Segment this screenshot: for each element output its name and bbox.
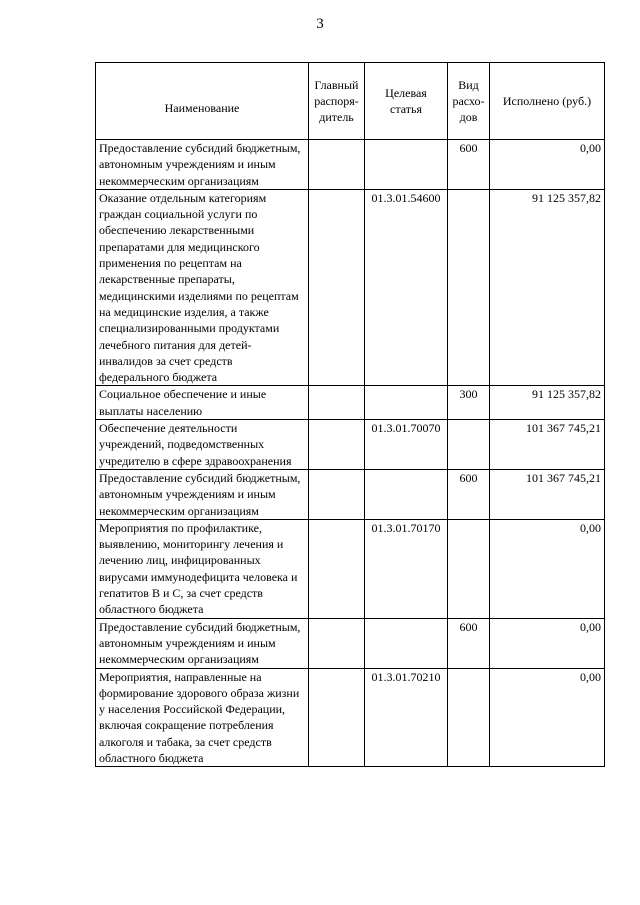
row-admin	[309, 469, 365, 519]
row-name: Обеспечение деятельности учреждений, подведомственных учредителю в сфере здравоохранения	[96, 420, 309, 470]
row-article	[365, 469, 448, 519]
row-type: 300	[448, 386, 490, 420]
row-type	[448, 668, 490, 767]
row-admin	[309, 519, 365, 618]
row-article	[365, 386, 448, 420]
table-row	[96, 668, 605, 767]
table-row	[96, 386, 605, 420]
table-row	[96, 420, 605, 470]
row-article: 01.3.01.54600	[365, 189, 448, 386]
row-admin	[309, 618, 365, 668]
row-amount: 0,00	[490, 618, 605, 668]
row-article	[365, 618, 448, 668]
row-admin	[309, 668, 365, 767]
row-name: Мероприятия по профилактике, выявлению, мониторингу лечения и лечению лиц, инфицированных вирусами иммунодефицита человека и гепатитов В и С, за счет средств областного бюджета	[96, 519, 309, 618]
row-amount: 91 125 357,82	[490, 386, 605, 420]
row-name: Предоставление субсидий бюджетным, автономным учреждениям и иным некоммерческим организациям	[96, 140, 309, 190]
table-row	[96, 189, 605, 386]
header-type: Вид расхо-дов	[448, 63, 490, 140]
header-name: Наименование	[96, 63, 309, 140]
row-type	[448, 519, 490, 618]
row-name: Предоставление субсидий бюджетным, автономным учреждениям и иным некоммерческим организациям	[96, 469, 309, 519]
row-article: 01.3.01.70210	[365, 668, 448, 767]
row-amount: 0,00	[490, 519, 605, 618]
header-amount: Исполнено (руб.)	[490, 63, 605, 140]
table-row	[96, 140, 605, 190]
row-type: 600	[448, 618, 490, 668]
row-admin	[309, 420, 365, 470]
row-type	[448, 420, 490, 470]
row-name: Предоставление субсидий бюджетным, автономным учреждениям и иным некоммерческим организациям	[96, 618, 309, 668]
row-type: 600	[448, 469, 490, 519]
row-type	[448, 189, 490, 386]
table-row	[96, 519, 605, 618]
budget-execution-table	[95, 62, 605, 767]
row-article: 01.3.01.70170	[365, 519, 448, 618]
table-row	[96, 469, 605, 519]
row-name: Мероприятия, направленные на формирование здорового образа жизни у населения Российской Федерации, включая сокращение потребления алкоголя и табака, за счет средств областного бюджета	[96, 668, 309, 767]
row-article: 01.3.01.70070	[365, 420, 448, 470]
row-name: Оказание отдельным категориям граждан социальной услуги по обеспечению лекарственными препаратами для медицинского применения по рецептам на лекарственные препараты, медицинскими изделиями по рецептам на медицинские изделия, а также специализированными продуктами лечебного питания для детей-инвалидов за счет средств федерального бюджета	[96, 189, 309, 386]
row-name: Социальное обеспечение и иные выплаты населению	[96, 386, 309, 420]
row-amount: 91 125 357,82	[490, 189, 605, 386]
row-amount: 0,00	[490, 140, 605, 190]
row-admin	[309, 189, 365, 386]
page-number: 3	[316, 16, 324, 32]
header-article: Целевая статья	[365, 63, 448, 140]
table-row	[96, 618, 605, 668]
row-article	[365, 140, 448, 190]
header-admin: Главный распоря-дитель	[309, 63, 365, 140]
row-amount: 101 367 745,21	[490, 420, 605, 470]
row-admin	[309, 386, 365, 420]
row-type: 600	[448, 140, 490, 190]
row-amount: 101 367 745,21	[490, 469, 605, 519]
row-amount: 0,00	[490, 668, 605, 767]
table-header-row	[96, 63, 605, 140]
row-admin	[309, 140, 365, 190]
